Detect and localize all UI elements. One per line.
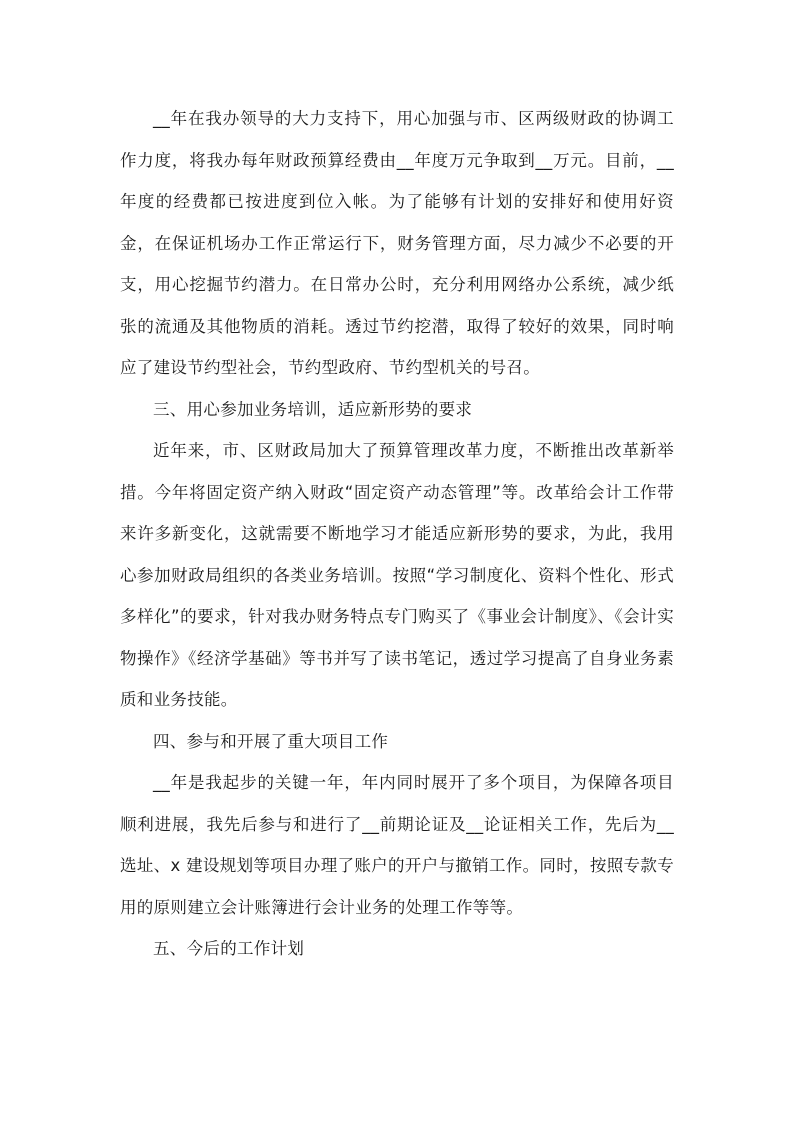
paragraph-training: 近年来，市、区财政局加大了预算管理改革力度，不断推出改革新举措。今年将固定资产纳入财政“固定资产动态管理”等。改革给会计工作带来许多新变化，这就需要不断地学习才能适应新形势的要求，为此，我用心参加财政局组织的各类业务培训。按照“学习制度化、资料个性化、形式多样化”的要求，针对我办财务特点专门购买了《事业会计制度》、《会计实物操作》《经济学基础》等书并写了读书笔记，透过学习提高了自身业务素质和业务技能。 <box>120 441 674 709</box>
section-heading-3: 三、用心参加业务培训，适应新形势的要求 <box>153 399 473 419</box>
section-heading-4: 四、参与和开展了重大项目工作 <box>153 731 389 751</box>
paragraph-budget-funds: __年在我办领导的大力支持下，用心加强与市、区两级财政的协调工作力度，将我办每年财政预算经费由__年度万元争取到__万元。目前，__年度的经费都已按进度到位入帐。为了能够有计划的安排好和使用好资金，在保证机场办工作正常运行下，财务管理方面，尽力减少不必要的开支，用心挖掘节约潜力。在日常办公时，充分利用网络办公系统，减少纸张的流通及其他物质的消耗。透过节约挖潜，取得了较好的效果，同时响应了建设节约型社会，节约型政府、节约型机关的号召。 <box>120 109 674 377</box>
document-page <box>120 98 674 970</box>
section-heading-5: 五、今后的工作计划 <box>153 939 305 958</box>
paragraph-projects: __年是我起步的关键一年，年内同时展开了多个项目，为保障各项目顺利进展，我先后参与和进行了__前期论证及__论证相关工作，先后为__选址、x 建设规划等项目办理了账户的开户与撤销工作。同时，按照专款专用的原则建立会计账簿进行会计业务的处理工作等等。 <box>120 773 674 917</box>
